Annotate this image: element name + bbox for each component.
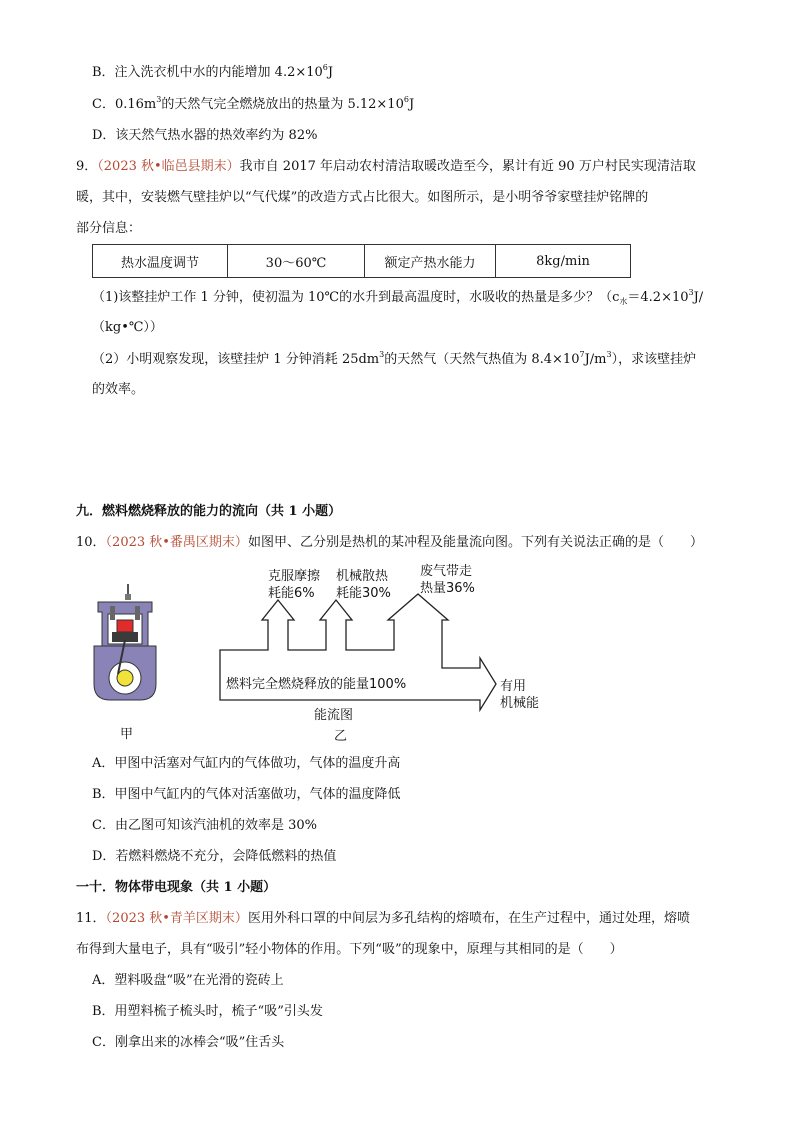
q9-stem-line1: 9．（2023 秋•临邑县期末）我市自 2017 年启动农村清洁取暖改造至今，累计有近 90 万户村民实现清洁取 [76, 159, 696, 174]
q11-option-c: C．刚拿出来的冰棒会“吸”住舌头 [92, 1035, 285, 1050]
q10-option-b: B．甲图中气缸内的气体对活塞做功，气体的温度降低 [92, 787, 401, 802]
table-cell: 额定产热水能力 [365, 245, 496, 278]
q9-part1-line2: （kg•℃）） [92, 320, 163, 335]
q10-stem: 10．（2023 秋•番禺区期末）如图甲、乙分别是热机的某冲程及能量流向图。下列有关说法正确的是（ ） [76, 535, 703, 550]
q8-option-b: B．注入洗衣机中水的内能增加 $4.2\times 10^6J$ [92, 63, 334, 80]
q9-number: 9． [76, 159, 98, 174]
table-cell: 30～60℃ [228, 245, 365, 278]
engine-stroke-figure [88, 584, 160, 704]
table-cell: 8kg/min [496, 245, 631, 278]
q10-number: 10． [76, 535, 106, 550]
q11-stem-line1: 11．（2023 秋•青羊区期末）医用外科口罩的中间层为多孔结构的熔喷布，在生产过程中，通过处理，熔喷 [76, 911, 690, 926]
label-yi: 乙 [334, 729, 348, 744]
q9-source: （2023 秋•临邑县期末） [97, 159, 240, 174]
q9-part2-line1: （2）小明观察发现，该壁挂炉 1 分钟消耗 $25dm^3$的天然气（天然气热值为 $8.4\times 10^7J/m^3$），求该壁挂炉 [92, 350, 697, 367]
q9-part2-line2: 的效率。 [92, 382, 145, 397]
useful-energy-label: 有用 机械能 [500, 679, 540, 711]
table-row [93, 245, 631, 278]
q10-option-c: C．由乙图可知该汽油机的效率是 30% [92, 818, 317, 833]
nameplate-table [92, 244, 631, 278]
table-cell: 热水温度调节 [93, 245, 228, 278]
total-energy-label: 燃料完全燃烧释放的能量100% [226, 677, 407, 692]
q8-option-d: D．该天然气热水器的热效率约为 82% [92, 128, 318, 143]
q9-stem-line3: 部分信息： [76, 221, 142, 236]
q11-source: （2023 秋•青羊区期末） [105, 911, 248, 926]
q11-stem-line2: 布得到大量电子，具有“吸引”轻小物体的作用。下列“吸”的现象中，原理与其相同的是（ ） [76, 942, 623, 957]
loss-exhaust-label: 废气带走 热量36% [420, 564, 475, 596]
q11-option-b: B．用塑料梳子梳头时，梳子“吸”引头发 [92, 1004, 323, 1019]
label-jia: 甲 [120, 727, 134, 742]
energy-flow-diagram [218, 584, 508, 720]
q10-option-a: A．甲图中活塞对气缸内的气体做功，气体的温度升高 [92, 756, 401, 771]
loss-friction-label: 克服摩擦 耗能6% [268, 569, 321, 601]
section-heading-10: 一十．物体带电现象（共 1 小题） [76, 880, 277, 895]
section-heading-9: 九．燃料燃烧释放的能力的流向（共 1 小题） [76, 504, 342, 519]
diagram-caption: 能流图 [314, 708, 354, 723]
q9-stem-line2: 暖，其中，安装燃气壁挂炉以“气代煤”的改造方式占比很大。如图所示，是小明爷爷家壁挂炉铭牌的 [76, 190, 649, 205]
q8-option-c: C．$0.16m^3$的天然气完全燃烧放出的热量为 $5.12\times 10^6J$ [92, 95, 415, 112]
q10-source: （2023 秋•番禺区期末） [105, 535, 248, 550]
q11-number: 11． [76, 911, 106, 926]
q10-option-d: D．若燃料燃烧不充分，会降低燃料的热值 [92, 849, 337, 864]
q11-option-a: A．塑料吸盘“吸”在光滑的瓷砖上 [92, 973, 284, 988]
loss-heat-label: 机械散热 耗能30% [336, 569, 391, 601]
q9-part1-line1: （1)该整挂炉工作 1 分钟，使初温为 10℃的水升到最高温度时，水吸收的热量是多少？（$c_水=4.2\times 10^3J/$ [92, 288, 704, 306]
